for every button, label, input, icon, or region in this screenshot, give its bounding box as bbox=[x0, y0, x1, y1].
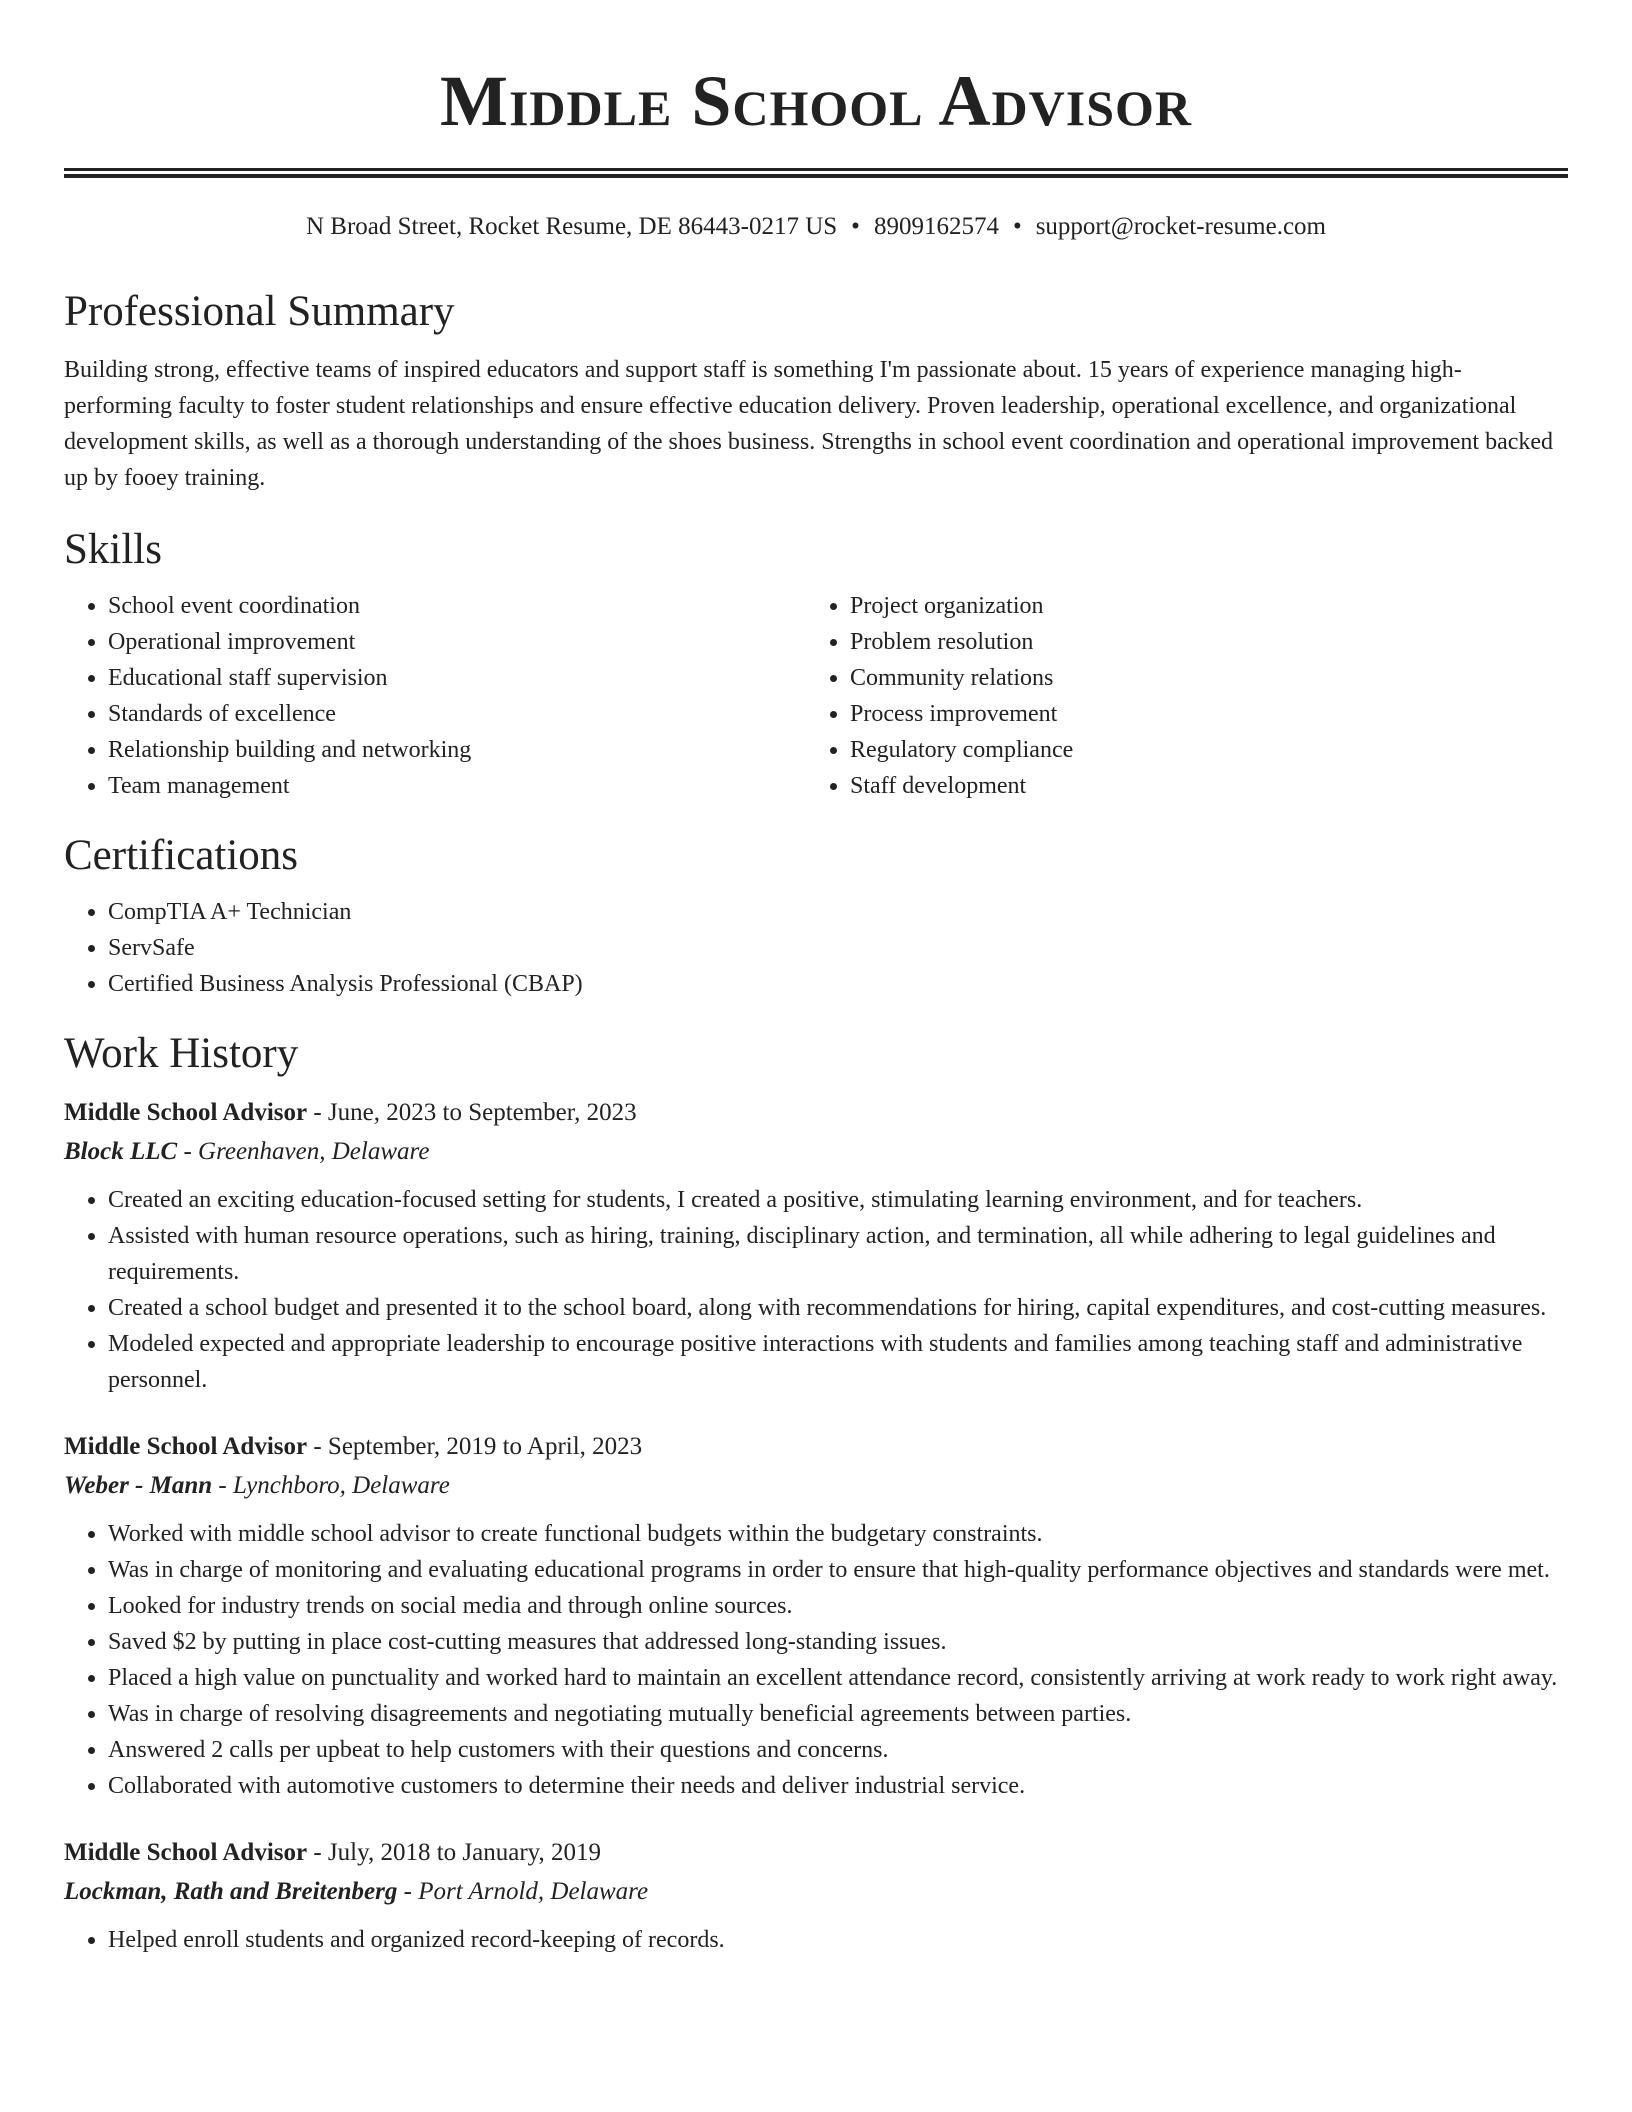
job-entry bbox=[64, 1094, 1568, 1398]
skill-item: • Staff development bbox=[850, 768, 1548, 804]
job-location: - Port Arnold, Delaware bbox=[397, 1878, 649, 1905]
job-bullet: • Looked for industry trends on social media and through online sources. bbox=[108, 1588, 1568, 1624]
resume-name: Middle School Advisor bbox=[439, 61, 1192, 141]
certification-item: • ServSafe bbox=[108, 930, 1568, 966]
contact-address: N Broad Street, Rocket Resume, DE 86443-0217 US bbox=[305, 213, 838, 240]
job-dates: - September, 2019 to April, 2023 bbox=[307, 1433, 643, 1460]
job-bullet: • Was in charge of resolving disagreements and negotiating mutually beneficial agreements between parties. bbox=[108, 1696, 1568, 1732]
job-bullet: • Saved $2 by putting in place cost-cutting measures that addressed long-standing issues. bbox=[108, 1624, 1568, 1660]
job-dates: - July, 2018 to January, 2019 bbox=[307, 1839, 602, 1866]
job-company: Lockman, Rath and Breitenberg bbox=[64, 1878, 398, 1905]
job-location: - Greenhaven, Delaware bbox=[177, 1138, 430, 1165]
contact-email: support@rocket-resume.com bbox=[1035, 213, 1326, 240]
contact-separator: • bbox=[851, 213, 860, 240]
job-header bbox=[64, 1428, 1568, 1466]
skill-item: • Regulatory compliance bbox=[850, 732, 1548, 768]
job-entry bbox=[64, 1428, 1568, 1804]
job-bullet: • Worked with middle school advisor to create functional budgets within the budgetary constraints. bbox=[108, 1516, 1568, 1552]
certification-item: • Certified Business Analysis Professional (CBAP) bbox=[108, 966, 1568, 1002]
job-dates: - June, 2023 to September, 2023 bbox=[307, 1099, 637, 1126]
job-company-line bbox=[64, 1872, 1568, 1912]
skill-item: • Problem resolution bbox=[850, 624, 1548, 660]
skills-heading: Skills bbox=[64, 526, 162, 573]
skill-item: • Educational staff supervision bbox=[108, 660, 806, 696]
job-bullet: • Modeled expected and appropriate leadership to encourage positive interactions with students and families among teaching staff and administrative personnel. bbox=[108, 1326, 1568, 1398]
skills-grid bbox=[64, 588, 1568, 804]
job-entry bbox=[64, 1834, 1568, 1958]
job-company: Block LLC bbox=[64, 1138, 178, 1165]
work-history-section bbox=[64, 1028, 1568, 1958]
certifications-list bbox=[64, 894, 1568, 1002]
job-location: - Lynchboro, Delaware bbox=[212, 1472, 450, 1499]
job-company-line bbox=[64, 1466, 1568, 1506]
skill-item: • Standards of excellence bbox=[108, 696, 806, 732]
job-bullets bbox=[64, 1182, 1568, 1398]
skill-item: • Relationship building and networking bbox=[108, 732, 806, 768]
job-bullet: • Answered 2 calls per upbeat to help customers with their questions and concerns. bbox=[108, 1732, 1568, 1768]
work-history-heading: Work History bbox=[64, 1030, 299, 1077]
contact-phone: 8909162574 bbox=[873, 213, 999, 240]
job-bullet: • Created a school budget and presented it to the school board, along with recommendations for hiring, capital expenditures, and cost-cutting measures. bbox=[108, 1290, 1568, 1326]
job-bullets bbox=[64, 1516, 1568, 1804]
job-bullet: • Collaborated with automotive customers to determine their needs and deliver industrial service. bbox=[108, 1768, 1568, 1804]
skills-section bbox=[64, 524, 1568, 804]
job-title: Middle School Advisor bbox=[64, 1433, 308, 1460]
certifications-section bbox=[64, 830, 1568, 1002]
skill-item: • Process improvement bbox=[850, 696, 1548, 732]
skill-item: • Community relations bbox=[850, 660, 1548, 696]
skill-item: • Operational improvement bbox=[108, 624, 806, 660]
job-bullet: • Assisted with human resource operations, such as hiring, training, disciplinary action, and termination, all while adhering to legal guidelines and requirements. bbox=[108, 1218, 1568, 1290]
contact-separator: • bbox=[1012, 213, 1022, 240]
job-bullet: • Was in charge of monitoring and evaluating educational programs in order to ensure that high-quality performance objectives and standards were met. bbox=[108, 1552, 1568, 1588]
job-company: Weber - Mann bbox=[64, 1472, 213, 1499]
skill-item: • Team management bbox=[108, 768, 806, 804]
summary-heading: Professional Summary bbox=[64, 288, 455, 335]
job-company-line bbox=[64, 1132, 1568, 1172]
job-bullets bbox=[64, 1922, 1568, 1958]
skills-list-left bbox=[64, 588, 806, 804]
summary-section bbox=[64, 286, 1568, 496]
certification-item: • CompTIA A+ Technician bbox=[108, 894, 1568, 930]
job-title: Middle School Advisor bbox=[64, 1099, 308, 1126]
skills-list-right bbox=[806, 588, 1548, 804]
job-header bbox=[64, 1834, 1568, 1872]
certifications-heading: Certifications bbox=[64, 832, 299, 879]
job-bullet: • Placed a high value on punctuality and worked hard to maintain an excellent attendance record, consistently arriving at work ready to work right away. bbox=[108, 1660, 1568, 1696]
contact-line bbox=[64, 212, 1568, 242]
skill-item: • Project organization bbox=[850, 588, 1548, 624]
job-bullet: • Helped enroll students and organized record-keeping of records. bbox=[108, 1922, 1568, 1958]
skill-item: • School event coordination bbox=[108, 588, 806, 624]
job-bullet: • Created an exciting education-focused setting for students, I created a positive, stimulating learning environment, and for teachers. bbox=[108, 1182, 1568, 1218]
job-title: Middle School Advisor bbox=[64, 1839, 308, 1866]
header-divider bbox=[64, 168, 1568, 178]
job-header bbox=[64, 1094, 1568, 1132]
summary-text: Building strong, effective teams of inspired educators and support staff is something I'm passionate about. 15 years of experience managing high-performing faculty to foster student relationships and ensure effective education delivery. Proven leadership, operational excellence, and organizational development skills, as well as a thorough understanding of the shoes business. Strengths in school event coordination and operational improvement backed up by fooey training. bbox=[64, 357, 1554, 491]
